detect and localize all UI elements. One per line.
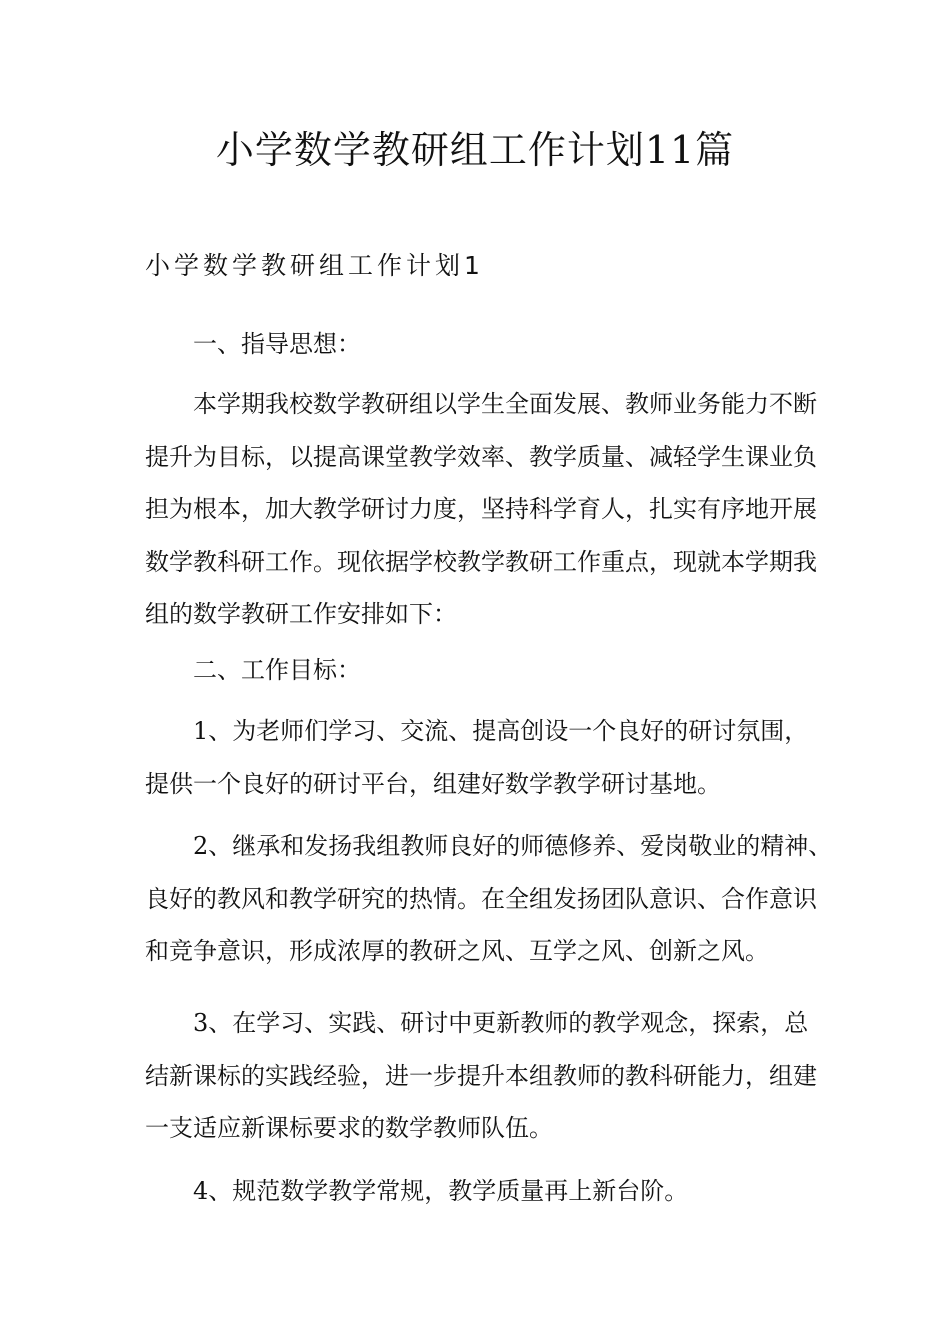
intro-paragraph — [145, 378, 815, 641]
paragraph-line: 结新课标的实践经验，进一步提升本组教师的教科研能力，组建 — [145, 1061, 817, 1090]
guiding-thought-heading — [145, 318, 815, 371]
paragraph-line: 本学期我校数学教研组以学生全面发展、教师业务能力不断 — [193, 390, 817, 418]
paragraph-line: 良好的教风和教学研究的热情。在全组发扬团队意识、合作意识 — [145, 884, 817, 913]
paragraph-line: 1、为老师们学习、交流、提高创设一个良好的研讨氛围， — [193, 717, 809, 745]
paragraph-line: 提升为目标，以提高课堂教学效率、教学质量、减轻学生课业负 — [145, 442, 817, 471]
paragraph-line: 组的数学教研工作安排如下： — [145, 600, 457, 628]
work-goals-heading — [145, 644, 815, 697]
goal-1-paragraph — [145, 705, 815, 810]
paragraph-line: 2、继承和发扬我组教师良好的师德修养、爱岗敬业的精神、 — [193, 832, 833, 860]
goal-4-paragraph — [145, 1165, 815, 1218]
paragraph-line: 数学教科研工作。现依据学校教学教研工作重点，现就本学期我 — [145, 547, 817, 576]
paragraph-line: 一、指导思想： — [193, 330, 361, 358]
goal-3-paragraph — [145, 997, 815, 1155]
paragraph-line: 4、规范数学教学常规，教学质量再上新台阶。 — [193, 1177, 689, 1205]
paragraph-line: 一支适应新课标要求的数学教师队伍。 — [145, 1114, 553, 1142]
goal-2-paragraph — [145, 820, 833, 978]
paragraph-line: 担为根本，加大教学研讨力度，坚持科学育人，扎实有序地开展 — [145, 495, 817, 523]
document-title: 小学数学教研组工作计划11篇 — [215, 128, 735, 172]
paragraph-line: 3、在学习、实践、研讨中更新教师的教学观念，探索，总 — [193, 1009, 809, 1037]
paragraph-line: 和竞争意识，形成浓厚的教研之风、互学之风、创新之风。 — [145, 937, 769, 965]
paragraph-line: 二、工作目标： — [193, 656, 361, 684]
paragraph-line: 提供一个良好的研讨平台，组建好数学教学研讨基地。 — [145, 769, 721, 798]
section-heading: 小学数学教研组工作计划1 — [145, 251, 484, 280]
